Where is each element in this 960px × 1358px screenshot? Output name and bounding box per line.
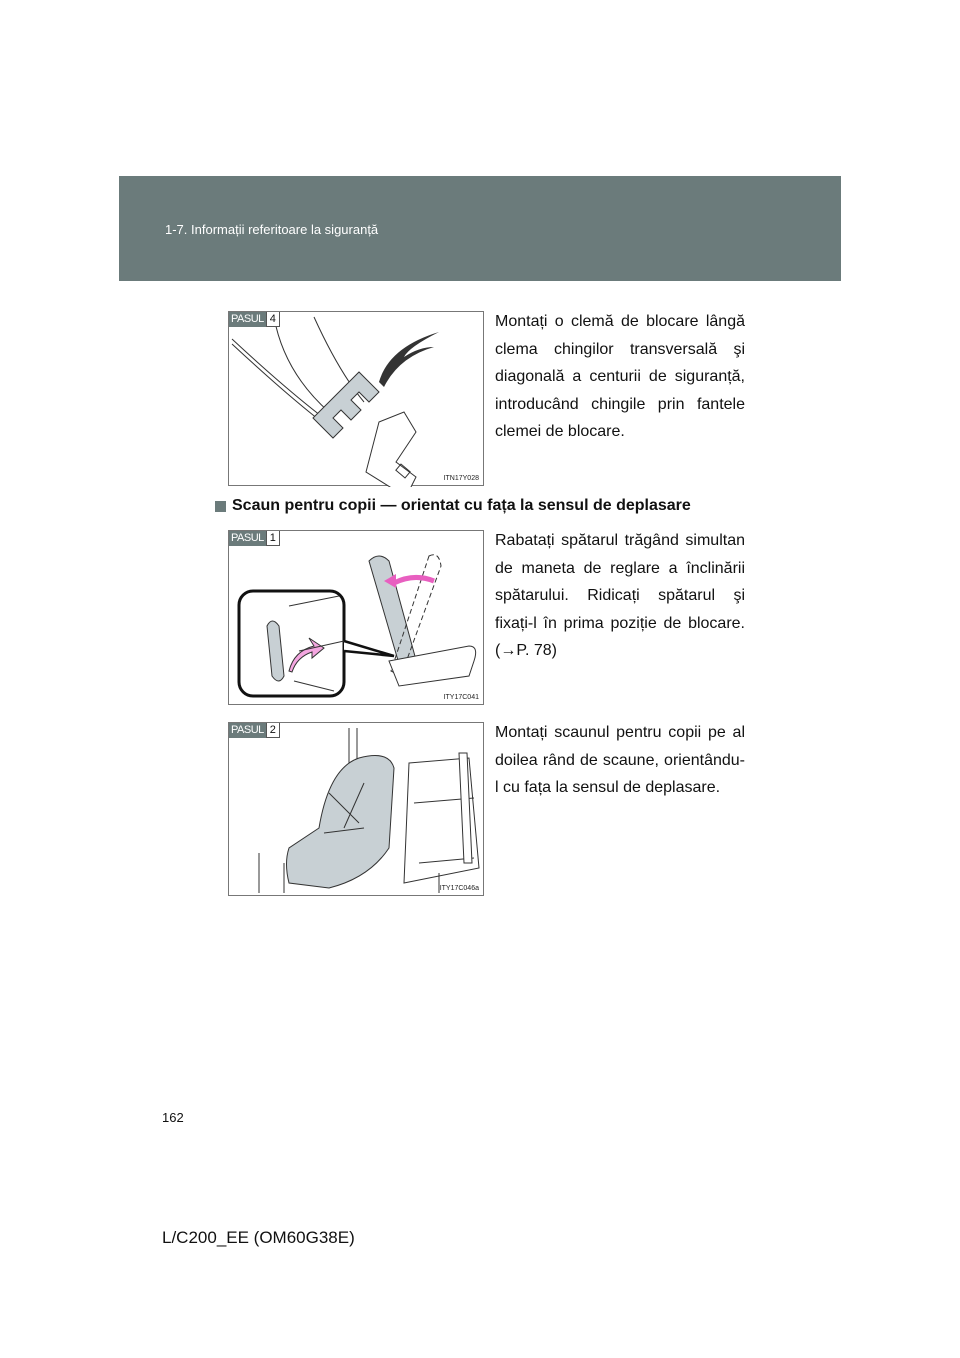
bullet-square-icon	[215, 501, 226, 512]
figure-step-4	[228, 311, 484, 486]
page-number: 162	[162, 1110, 184, 1125]
section-heading: Scaun pentru copii — orientat cu fața la sensul de deplasare	[215, 497, 691, 515]
header-band	[119, 176, 841, 281]
section-title: 1-7. Informații referitoare la siguranță	[165, 222, 379, 237]
figure-step-2	[228, 722, 484, 896]
child-seat-illustration	[229, 723, 485, 897]
seat-recline-illustration	[229, 531, 485, 706]
figure-code: ITY17C041	[443, 694, 479, 701]
step-badge: PASUL 4	[229, 312, 280, 327]
step-4-text: Montați o clemă de blocare lângă clema chingilor transversală şi diagonală a centurii de siguranță, introducând chingile prin fantele clemei de blocare.	[495, 313, 745, 440]
step-badge: PASUL 2	[229, 723, 280, 738]
figure-code: ITY17C046a	[439, 885, 479, 892]
step-badge: PASUL 1	[229, 531, 280, 546]
figure-code: ITN17Y028	[443, 475, 479, 482]
step-2-text: Montați scaunul pentru copii pe al doilea rând de scaune, orientându-l cu fața la sensul de deplasare.	[495, 724, 745, 796]
figure-step-1	[228, 530, 484, 705]
seatbelt-clip-illustration	[229, 312, 485, 487]
step-1-text: Rabatați spătarul trăgând simultan de maneta de reglare a înclinării spătarului. Ridicați spătarul şi fixați-l în prima poziție de blocare. (→P. 78)	[495, 532, 745, 659]
footer-model-code: L/C200_EE (OM60G38E)	[162, 1228, 355, 1247]
